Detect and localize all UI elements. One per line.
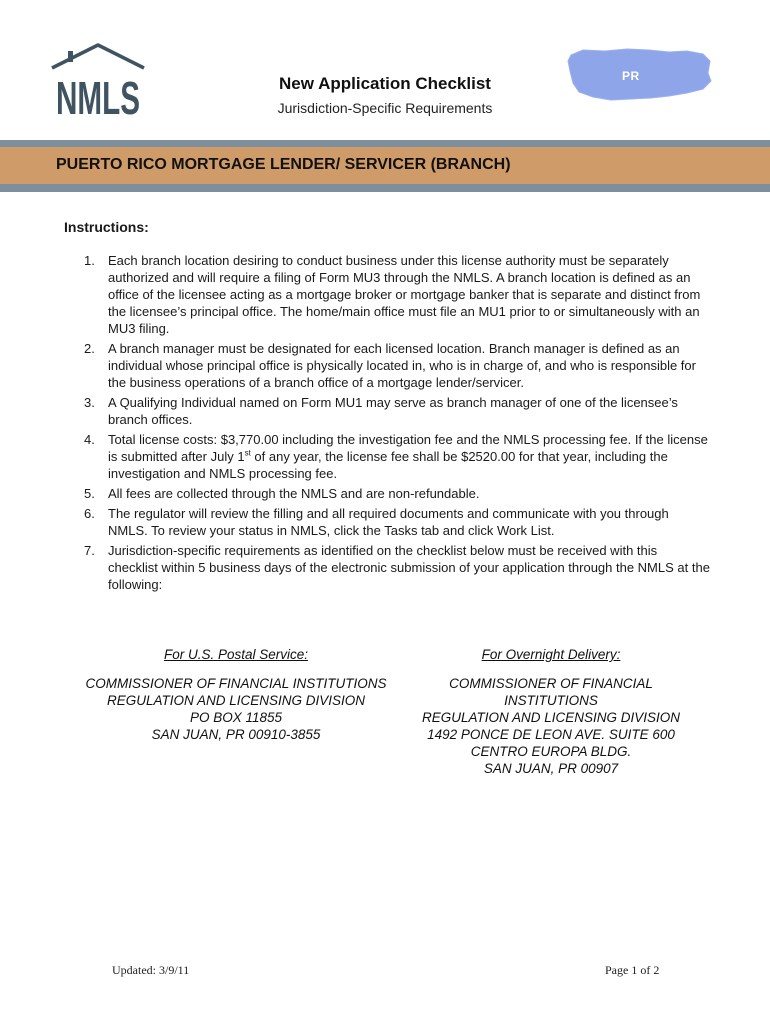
instruction-item: 7. Jurisdiction-specific requirements as identified on the checklist below must be received with this checklist within 5 business days of the electronic submission of your application through the NMLS at the following: [84,543,710,592]
address-line: INSTITUTIONS [504,693,598,708]
instruction-item: 4. Total license costs: $3,770.00 including the investigation fee and the NMLS processing fee. If the license is submitted after July 1st of any year, the license fee shall be $2520.00 for that year, including the investigation and NMLS processing fee. [84,432,708,481]
overnight-address-block [410,646,692,777]
instruction-item: 2. A branch manager must be designated for each licensed location. Branch manager is defined as an individual whose principal office is physically located in, who is in charge of, and who is responsible for the business operations of a branch office of a mortgage lender/servicer. [84,341,696,390]
postal-address-block [66,646,406,743]
band-bottom-stripe [0,184,770,192]
address-line: PO BOX 11855 [189,710,283,725]
instruction-item: 5. All fees are collected through the NMLS and are non-refundable. [84,486,480,501]
map-label: PR [622,69,640,83]
instructions-list [84,252,710,596]
logo-text: NMLS [56,72,140,124]
address-line: REGULATION AND LICENSING DIVISION [421,710,681,725]
instruction-item: 1. Each branch location desiring to conduct business under this license authority must be separately authorized and will require a filing of Form MU3 through the NMLS. A branch location is defined as an office of the licensee acting as a mortgage broker or mortgage banker that is separate and distinct from the licensee’s principal office. The home/main office must file an MU1 prior to or simultaneously with an MU3 filing. [84,253,701,336]
address-line: 1492 PONCE DE LEON AVE. SUITE 600 [427,727,675,742]
instruction-item: 6. The regulator will review the filling and all required documents and communicate with you through NMLS. To review your status in NMLS, click the Tasks tab and click Work List. [84,506,669,538]
instructions-heading: Instructions: [64,219,149,235]
page-number: Page 1 of 2 [605,963,660,977]
postal-heading: For U.S. Postal Service: [163,647,309,662]
overnight-heading: For Overnight Delivery: [481,647,621,662]
address-line: REGULATION AND LICENSING DIVISION [106,693,366,708]
document-title: New Application Checklist [279,74,491,93]
address-line: CENTRO EUROPA BLDG. [470,744,632,759]
license-title: PUERTO RICO MORTGAGE LENDER/ SERVICER (BRANCH) [56,156,511,173]
address-line: SAN JUAN, PR 00907 [483,761,619,776]
address-line: SAN JUAN, PR 00910-3855 [151,727,321,742]
instruction-item: 3. A Qualifying Individual named on Form MU1 may serve as branch manager of one of the licensee’s branch offices. [84,395,678,427]
puerto-rico-map [565,45,715,103]
address-line: COMMISSIONER OF FINANCIAL [449,676,653,691]
updated-date: Updated: 3/9/11 [112,963,190,977]
document-subtitle: Jurisdiction-Specific Requirements [277,100,493,116]
address-line: COMMISSIONER OF FINANCIAL INSTITUTIONS [85,676,387,691]
band-top-stripe [0,140,770,147]
